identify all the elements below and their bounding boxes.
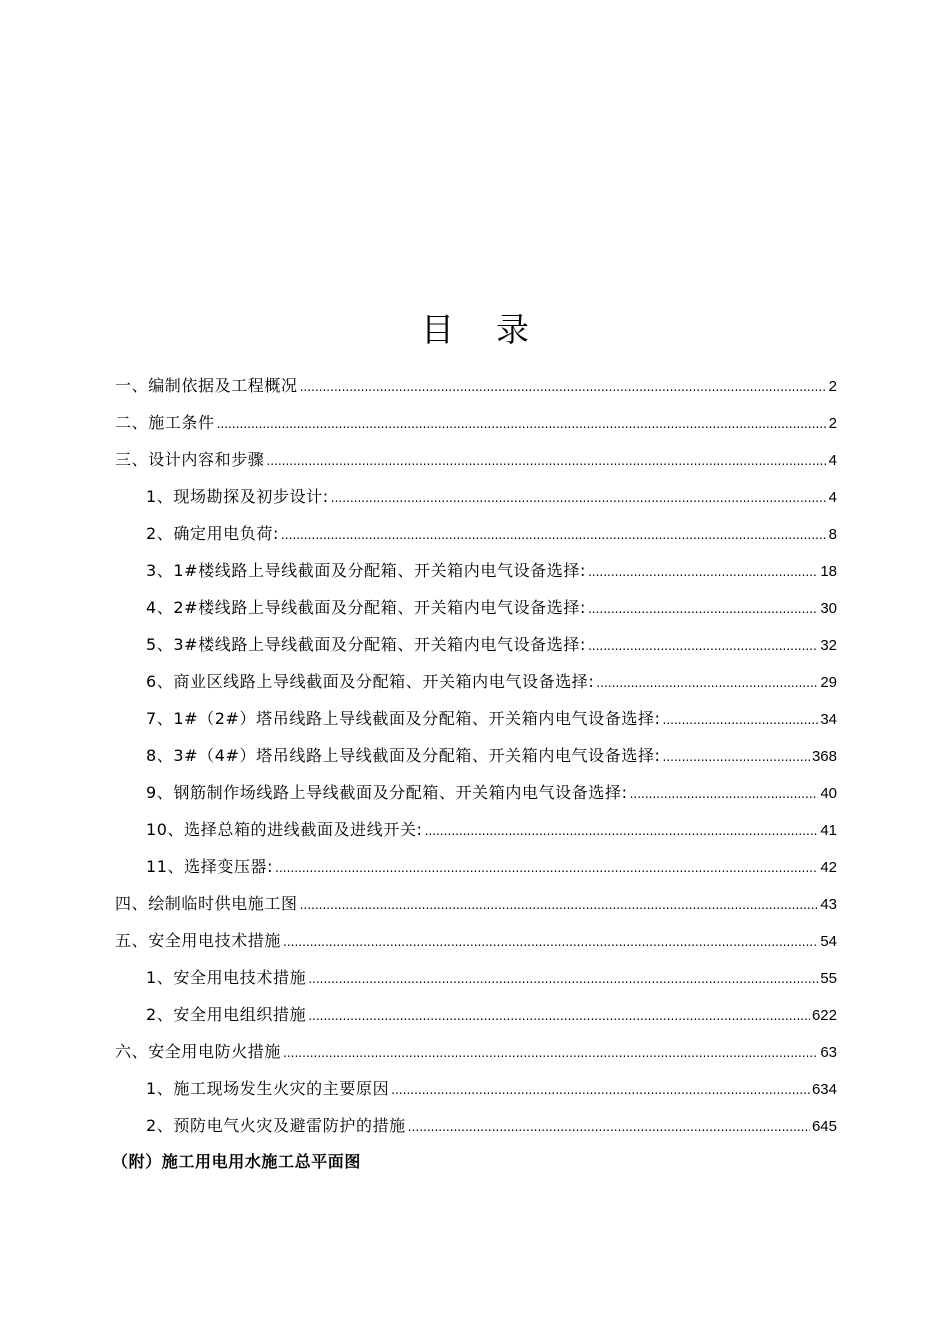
- toc-dot-leader: [281, 517, 827, 554]
- toc-dot-leader: [663, 702, 819, 739]
- toc-entry-page-number: 55: [820, 970, 837, 987]
- toc-entry[interactable]: [115, 367, 837, 404]
- page-title-char-1: 目: [421, 310, 454, 349]
- toc-entry[interactable]: [115, 478, 837, 515]
- toc-entry-label: 5、3#楼线路上导线截面及分配箱、开关箱内电气设备选择:: [146, 635, 586, 654]
- toc-dot-leader: [300, 887, 819, 924]
- toc-entry-page-number: 18: [820, 563, 837, 580]
- toc-entry-label: 一、编制依据及工程概况: [115, 376, 298, 395]
- toc-dot-leader: [588, 591, 818, 628]
- toc-entry-label: 7、1#（2#）塔吊线路上导线截面及分配箱、开关箱内电气设备选择:: [146, 709, 661, 728]
- toc-entry-label: 四、绘制临时供电施工图: [115, 894, 298, 913]
- toc-entry-page-number: 4: [828, 452, 837, 469]
- toc-dot-leader: [217, 406, 827, 443]
- toc-entry-page-number: 8: [828, 526, 837, 543]
- toc-entry-page-number: 4: [828, 489, 837, 506]
- toc-entry[interactable]: [115, 404, 837, 441]
- toc-entry-label: 五、安全用电技术措施: [115, 931, 282, 950]
- toc-entry[interactable]: [115, 885, 837, 922]
- toc-entry-label: 2、安全用电组织措施: [146, 1005, 307, 1024]
- toc-entry-page-number: 63: [820, 1044, 837, 1061]
- toc-entry-page-number: 41: [820, 822, 837, 839]
- toc-dot-leader: [308, 998, 810, 1035]
- toc-entry-page-number: 34: [820, 711, 837, 728]
- toc-dot-leader: [300, 369, 827, 406]
- toc-entry[interactable]: [115, 589, 837, 626]
- toc-entry-label: 11、选择变压器:: [146, 857, 274, 876]
- toc-entry-label: 2、确定用电负荷:: [146, 524, 279, 543]
- toc-dot-leader: [391, 1072, 810, 1109]
- toc-entry-label: 1、现场勘探及初步设计:: [146, 487, 329, 506]
- toc-entry-page-number: 368: [811, 748, 837, 765]
- toc-dot-leader: [266, 443, 826, 480]
- toc-entry-page-number: 40: [820, 785, 837, 802]
- toc-entry-label: 3、1#楼线路上导线截面及分配箱、开关箱内电气设备选择:: [146, 561, 586, 580]
- toc-entry[interactable]: [115, 700, 837, 737]
- toc-entry-label: 9、钢筋制作场线路上导线截面及分配箱、开关箱内电气设备选择:: [146, 783, 628, 802]
- toc-entry-page-number: 2: [828, 415, 837, 432]
- toc-entry-label: 8、3#（4#）塔吊线路上导线截面及分配箱、开关箱内电气设备选择:: [146, 746, 661, 765]
- toc-dot-leader: [588, 628, 818, 665]
- toc-entry-label: 2、预防电气火灾及避雷防护的措施: [146, 1116, 406, 1135]
- toc-dot-leader: [275, 850, 818, 887]
- appendix-heading: （附）施工用电用水施工总平面图: [112, 1152, 362, 1171]
- toc-entry[interactable]: [115, 737, 837, 774]
- toc-entry-label: 二、施工条件: [115, 413, 215, 432]
- toc-entry[interactable]: [115, 663, 837, 700]
- toc-entry-page-number: 43: [820, 896, 837, 913]
- toc-entry[interactable]: [115, 441, 837, 478]
- toc-dot-leader: [331, 480, 827, 517]
- toc-entry-page-number: 622: [811, 1007, 837, 1024]
- toc-entry[interactable]: [115, 996, 837, 1033]
- toc-entry-page-number: 645: [811, 1118, 837, 1135]
- toc-dot-leader: [663, 739, 810, 776]
- toc-entry[interactable]: [115, 774, 837, 811]
- toc-dot-leader: [588, 554, 818, 591]
- toc-dot-leader: [630, 776, 819, 813]
- toc-entry-label: 1、安全用电技术措施: [146, 968, 307, 987]
- toc-entry[interactable]: [115, 959, 837, 996]
- toc-entry-page-number: 42: [820, 859, 837, 876]
- toc-dot-leader: [596, 665, 818, 702]
- toc-entry-page-number: 634: [811, 1081, 837, 1098]
- toc-entry[interactable]: [115, 552, 837, 589]
- toc-entry[interactable]: [115, 848, 837, 885]
- toc-entry-label: 三、设计内容和步骤: [115, 450, 265, 469]
- toc-entry[interactable]: [115, 811, 837, 848]
- toc-entry[interactable]: [115, 1033, 837, 1070]
- toc-entry-label: 6、商业区线路上导线截面及分配箱、开关箱内电气设备选择:: [146, 672, 595, 691]
- toc-entry-label: 1、施工现场发生火灾的主要原因: [146, 1079, 390, 1098]
- toc-dot-leader: [308, 961, 818, 998]
- toc-entry-label: 4、2#楼线路上导线截面及分配箱、开关箱内电气设备选择:: [146, 598, 586, 617]
- toc-dot-leader: [283, 1035, 818, 1072]
- table-of-contents: [115, 367, 837, 1144]
- toc-entry[interactable]: [115, 515, 837, 552]
- toc-dot-leader: [283, 924, 818, 961]
- toc-entry-label: 六、安全用电防火措施: [115, 1042, 282, 1061]
- toc-dot-leader: [408, 1109, 810, 1146]
- toc-dot-leader: [425, 813, 819, 850]
- page-title-char-2: 录: [496, 310, 529, 349]
- toc-entry-label: 10、选择总箱的进线截面及进线开关:: [146, 820, 423, 839]
- toc-entry-page-number: 29: [820, 674, 837, 691]
- toc-entry[interactable]: [115, 1107, 837, 1144]
- toc-entry[interactable]: [115, 922, 837, 959]
- toc-entry-page-number: 2: [828, 378, 837, 395]
- toc-entry-page-number: 32: [820, 637, 837, 654]
- toc-entry-page-number: 30: [820, 600, 837, 617]
- toc-entry[interactable]: [115, 1070, 837, 1107]
- toc-entry[interactable]: [115, 626, 837, 663]
- toc-entry-page-number: 54: [820, 933, 837, 950]
- page-title: [0, 306, 950, 354]
